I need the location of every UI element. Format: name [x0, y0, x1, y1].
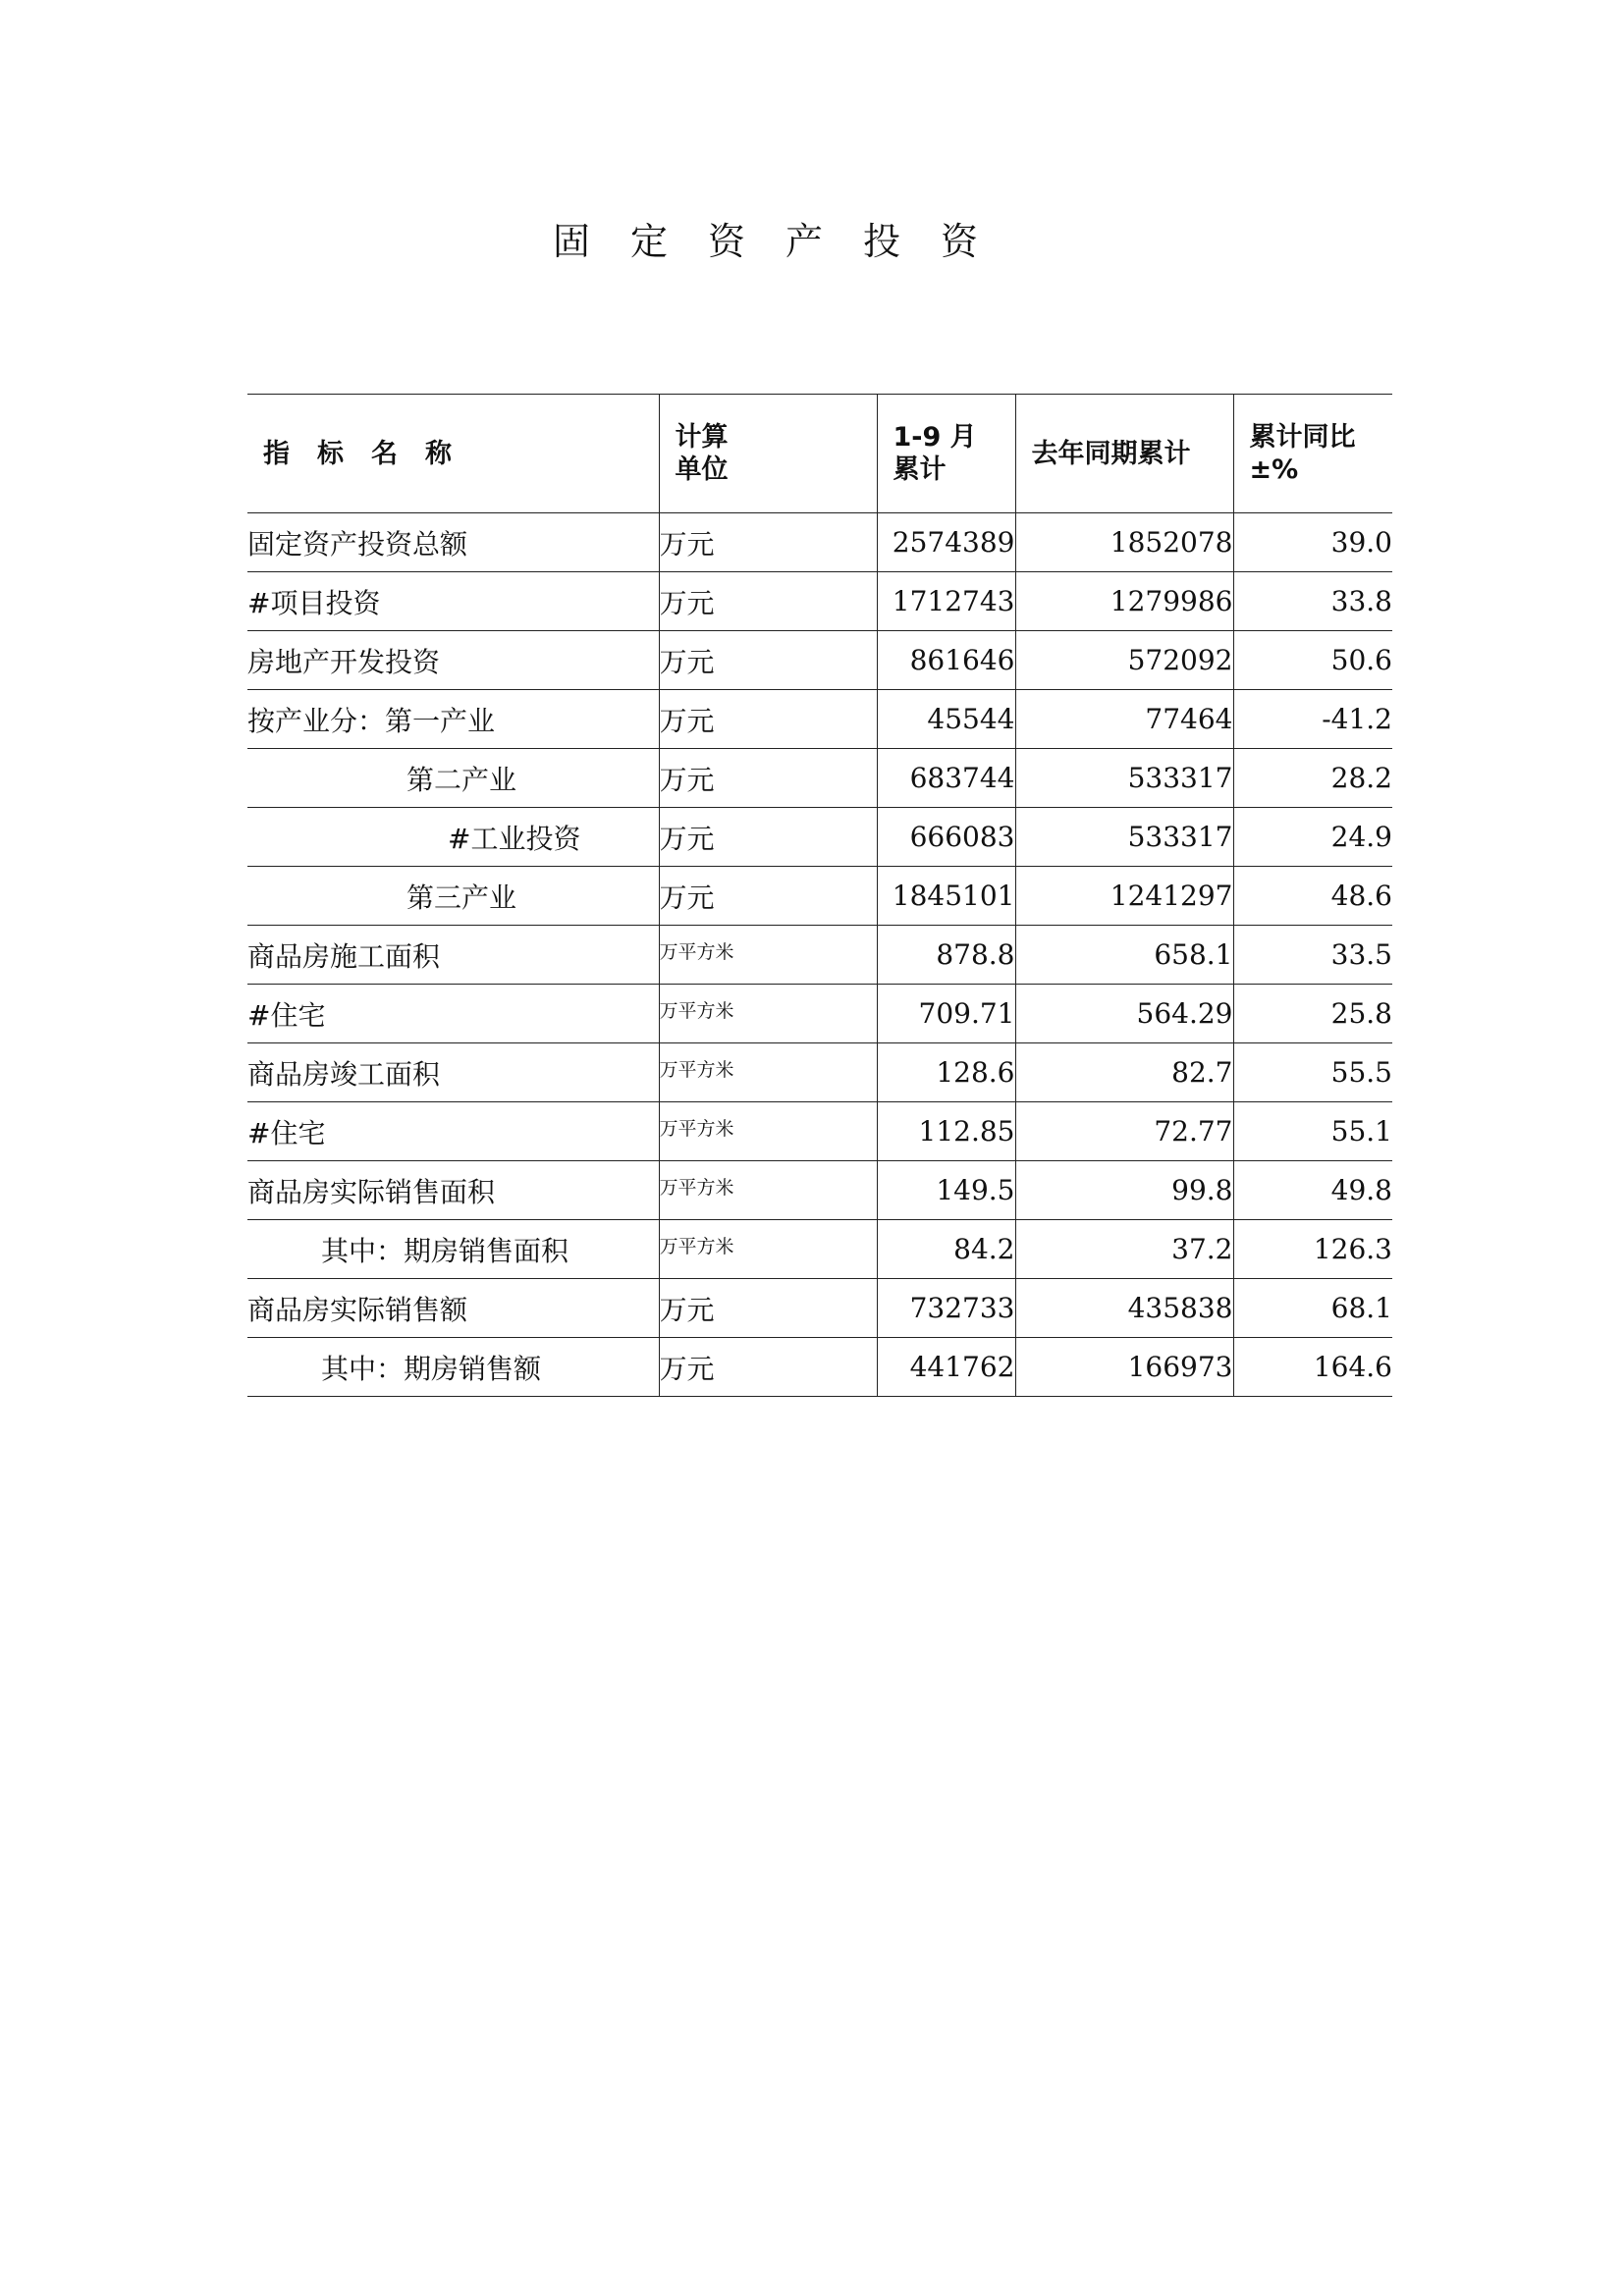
- page-title: 固定资产投资: [552, 220, 1018, 263]
- indicator-name-cell: 商品房施工面积: [247, 926, 659, 985]
- yoy-change-cell: 33.5: [1233, 926, 1392, 985]
- table-header: [247, 395, 1392, 513]
- header-unit-line-1: 计算: [675, 422, 729, 453]
- previous-value-cell: 37.2: [1015, 1220, 1233, 1279]
- unit-cell: 万平方米: [659, 926, 877, 985]
- header-row: [247, 395, 1392, 513]
- header-yoy-change: [1233, 395, 1392, 513]
- indicator-name-cell: 其中：期房销售面积: [247, 1220, 659, 1279]
- yoy-change-cell: 126.3: [1233, 1220, 1392, 1279]
- indicator-name-cell: #住宅: [247, 1102, 659, 1161]
- table-row: [247, 1220, 1392, 1279]
- table-row: [247, 690, 1392, 749]
- unit-cell: 万元: [659, 631, 877, 690]
- current-value-cell: 1712743: [877, 572, 1015, 631]
- indicator-name-cell: #工业投资: [247, 808, 659, 867]
- current-value-cell: 441762: [877, 1338, 1015, 1397]
- unit-cell: 万元: [659, 808, 877, 867]
- table-row: [247, 1161, 1392, 1220]
- previous-value-cell: 166973: [1015, 1338, 1233, 1397]
- unit-cell: 万元: [659, 1279, 877, 1338]
- unit-cell: 万元: [659, 572, 877, 631]
- fixed-asset-investment-table: [247, 394, 1392, 1397]
- previous-value-cell: 533317: [1015, 808, 1233, 867]
- table-row: [247, 867, 1392, 926]
- yoy-change-cell: 28.2: [1233, 749, 1392, 808]
- previous-value-cell: 1279986: [1015, 572, 1233, 631]
- indicator-name-cell: #住宅: [247, 985, 659, 1043]
- previous-value-cell: 82.7: [1015, 1043, 1233, 1102]
- table-row: [247, 1043, 1392, 1102]
- previous-value-cell: 99.8: [1015, 1161, 1233, 1220]
- current-value-cell: 2574389: [877, 513, 1015, 572]
- current-value-cell: 84.2: [877, 1220, 1015, 1279]
- yoy-change-cell: 25.8: [1233, 985, 1392, 1043]
- indicator-name-cell: 第三产业: [247, 867, 659, 926]
- table-row: [247, 1338, 1392, 1397]
- indicator-name-cell: 固定资产投资总额: [247, 513, 659, 572]
- yoy-change-cell: 55.5: [1233, 1043, 1392, 1102]
- previous-value-cell: 1852078: [1015, 513, 1233, 572]
- table-row: [247, 985, 1392, 1043]
- current-value-cell: 45544: [877, 690, 1015, 749]
- previous-value-cell: 1241297: [1015, 867, 1233, 926]
- header-change-line-1: 累计同比: [1249, 422, 1356, 453]
- table-row: [247, 631, 1392, 690]
- indicator-name-cell: 商品房竣工面积: [247, 1043, 659, 1102]
- unit-cell: 万元: [659, 513, 877, 572]
- table-row: [247, 572, 1392, 631]
- yoy-change-cell: 49.8: [1233, 1161, 1392, 1220]
- indicator-name-cell: 商品房实际销售面积: [247, 1161, 659, 1220]
- current-value-cell: 709.71: [877, 985, 1015, 1043]
- unit-cell: 万元: [659, 690, 877, 749]
- table-row: [247, 1279, 1392, 1338]
- indicator-name-cell: 房地产开发投资: [247, 631, 659, 690]
- yoy-change-cell: 164.6: [1233, 1338, 1392, 1397]
- current-value-cell: 878.8: [877, 926, 1015, 985]
- unit-cell: 万平方米: [659, 1102, 877, 1161]
- header-change-line-2: ±%: [1249, 454, 1299, 485]
- header-current-period: [877, 395, 1015, 513]
- indicator-name-cell: #项目投资: [247, 572, 659, 631]
- previous-value-cell: 572092: [1015, 631, 1233, 690]
- current-value-cell: 149.5: [877, 1161, 1015, 1220]
- yoy-change-cell: 39.0: [1233, 513, 1392, 572]
- table-row: [247, 926, 1392, 985]
- previous-value-cell: 533317: [1015, 749, 1233, 808]
- indicator-name-cell: 商品房实际销售额: [247, 1279, 659, 1338]
- indicator-name-cell: 第二产业: [247, 749, 659, 808]
- current-value-cell: 861646: [877, 631, 1015, 690]
- table-body: [247, 513, 1392, 1397]
- table-row: [247, 749, 1392, 808]
- yoy-change-cell: 48.6: [1233, 867, 1392, 926]
- unit-cell: 万平方米: [659, 1043, 877, 1102]
- yoy-change-cell: -41.2: [1233, 690, 1392, 749]
- yoy-change-cell: 68.1: [1233, 1279, 1392, 1338]
- previous-value-cell: 564.29: [1015, 985, 1233, 1043]
- unit-cell: 万平方米: [659, 1220, 877, 1279]
- current-value-cell: 732733: [877, 1279, 1015, 1338]
- table-row: [247, 513, 1392, 572]
- unit-cell: 万元: [659, 1338, 877, 1397]
- header-unit-line-2: 单位: [675, 454, 729, 485]
- indicator-name-cell: 其中：期房销售额: [247, 1338, 659, 1397]
- header-unit: [659, 395, 877, 513]
- header-current-line-1: 1-9 月: [893, 422, 977, 453]
- unit-cell: 万元: [659, 749, 877, 808]
- previous-value-cell: 77464: [1015, 690, 1233, 749]
- yoy-change-cell: 55.1: [1233, 1102, 1392, 1161]
- current-value-cell: 1845101: [877, 867, 1015, 926]
- unit-cell: 万平方米: [659, 1161, 877, 1220]
- yoy-change-cell: 24.9: [1233, 808, 1392, 867]
- previous-value-cell: 658.1: [1015, 926, 1233, 985]
- current-value-cell: 666083: [877, 808, 1015, 867]
- yoy-change-cell: 50.6: [1233, 631, 1392, 690]
- unit-cell: 万平方米: [659, 985, 877, 1043]
- current-value-cell: 683744: [877, 749, 1015, 808]
- header-indicator-name: 指标名称: [247, 395, 659, 513]
- yoy-change-cell: 33.8: [1233, 572, 1392, 631]
- header-previous-period: 去年同期累计: [1015, 395, 1233, 513]
- previous-value-cell: 435838: [1015, 1279, 1233, 1338]
- table-row: [247, 1102, 1392, 1161]
- indicator-name-cell: 按产业分：第一产业: [247, 690, 659, 749]
- table-row: [247, 808, 1392, 867]
- current-value-cell: 128.6: [877, 1043, 1015, 1102]
- header-current-line-2: 累计: [893, 454, 947, 485]
- current-value-cell: 112.85: [877, 1102, 1015, 1161]
- unit-cell: 万元: [659, 867, 877, 926]
- previous-value-cell: 72.77: [1015, 1102, 1233, 1161]
